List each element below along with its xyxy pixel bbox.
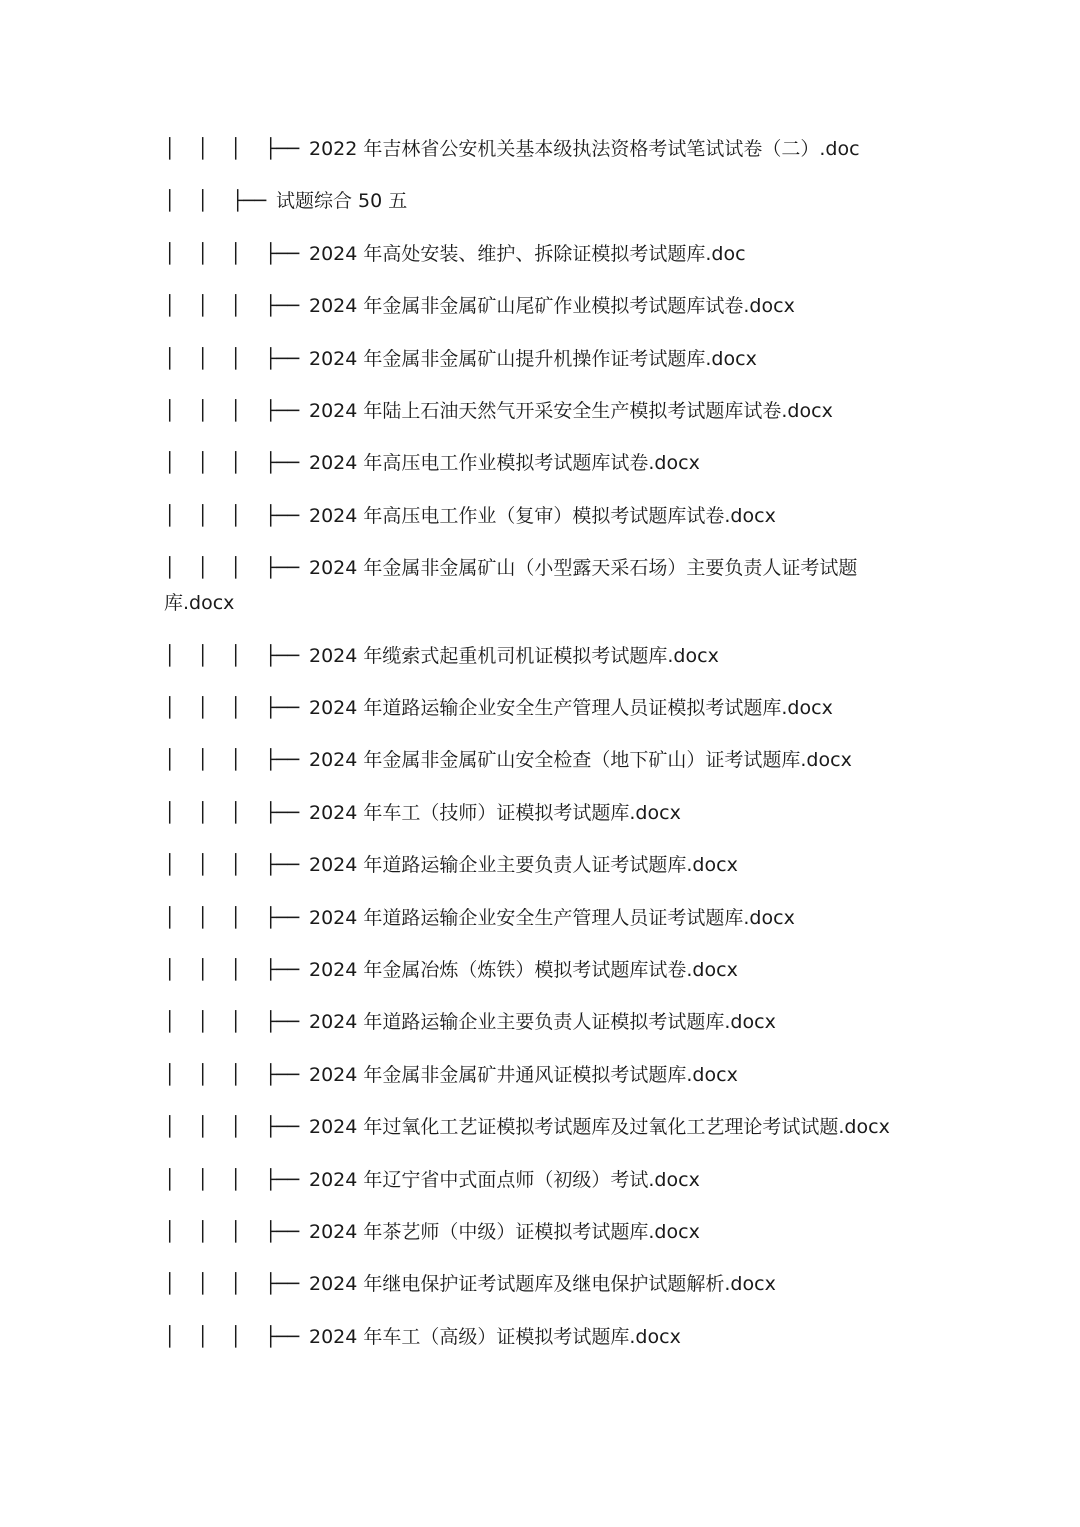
tree-pipe: │	[197, 400, 209, 422]
tree-pipe: │	[197, 348, 209, 370]
tree-branch: ├──	[265, 697, 300, 719]
tree-branch: ├──	[265, 400, 300, 422]
tree-pipe: │	[164, 959, 176, 981]
folder-name: 试题综合 50 五	[276, 190, 408, 212]
tree-pipe: │	[197, 505, 209, 527]
file-name: 2024 年高处安装、维护、拆除证模拟考试题库.doc	[309, 243, 746, 265]
file-name: 2024 年高压电工作业模拟考试题库试卷.docx	[309, 452, 700, 474]
tree-pipe: │	[197, 854, 209, 876]
tree-pipe: │	[230, 1326, 242, 1348]
tree-branch: ├──	[265, 1169, 300, 1191]
tree-pipe: │	[230, 802, 242, 824]
tree-pipe: │	[230, 400, 242, 422]
tree-pipe: │	[164, 1221, 176, 1243]
tree-branch: ├──	[265, 1273, 300, 1295]
tree-pipe: │	[230, 348, 242, 370]
tree-pipe: │	[164, 400, 176, 422]
tree-pipe: │	[230, 243, 242, 265]
tree-pipe: │	[197, 645, 209, 667]
tree-pipe: │	[230, 645, 242, 667]
tree-pipe: │	[197, 1064, 209, 1086]
tree-pipe: │	[197, 1326, 209, 1348]
tree-pipe: │	[164, 749, 176, 771]
tree-pipe: │	[230, 1273, 242, 1295]
tree-branch: ├──	[265, 1011, 300, 1033]
tree-branch: ├──	[265, 138, 300, 160]
file-name: 2024 年陆上石油天然气开采安全生产模拟考试题库试卷.docx	[309, 400, 833, 422]
tree-branch: ├──	[265, 1064, 300, 1086]
tree-pipe: │	[230, 1116, 242, 1138]
tree-pipe: │	[164, 802, 176, 824]
tree-pipe: │	[197, 1011, 209, 1033]
tree-pipe: │	[164, 854, 176, 876]
tree-branch: ├──	[265, 295, 300, 317]
tree-pipe: │	[197, 907, 209, 929]
tree-branch: ├──	[265, 749, 300, 771]
file-name: 2024 年车工（技师）证模拟考试题库.docx	[309, 802, 681, 824]
file-name: 2024 年道路运输企业主要负责人证考试题库.docx	[309, 854, 738, 876]
tree-pipe: │	[164, 557, 176, 579]
tree-pipe: │	[230, 959, 242, 981]
tree-pipe: │	[230, 907, 242, 929]
file-name: 2024 年金属冶炼（炼铁）模拟考试题库试卷.docx	[309, 959, 738, 981]
tree-pipe: │	[197, 557, 209, 579]
tree-pipe: │	[197, 452, 209, 474]
tree-branch: ├──	[265, 1221, 300, 1243]
file-name: 2024 年金属非金属矿山（小型露天采石场）主要负责人证考试题	[309, 557, 858, 579]
tree-pipe: │	[197, 1169, 209, 1191]
tree-pipe: │	[197, 749, 209, 771]
tree-pipe: │	[164, 348, 176, 370]
tree-pipe: │	[164, 697, 176, 719]
tree-pipe: │	[197, 1273, 209, 1295]
tree-pipe: │	[164, 452, 176, 474]
tree-pipe: │	[230, 1221, 242, 1243]
tree-pipe: │	[164, 1273, 176, 1295]
tree-pipe: │	[164, 1011, 176, 1033]
tree-pipe: │	[197, 243, 209, 265]
tree-pipe: │	[164, 1169, 176, 1191]
file-name-continuation: 库.docx	[164, 592, 235, 614]
file-name: 2024 年金属非金属矿山提升机操作证考试题库.docx	[309, 348, 757, 370]
file-name: 2024 年道路运输企业主要负责人证模拟考试题库.docx	[309, 1011, 776, 1033]
tree-pipe: │	[230, 1169, 242, 1191]
file-name: 2024 年过氧化工艺证模拟考试题库及过氧化工艺理论考试试题.docx	[309, 1116, 890, 1138]
tree-pipe: │	[164, 645, 176, 667]
tree-pipe: │	[164, 138, 176, 160]
tree-pipe: │	[230, 749, 242, 771]
tree-branch: ├──	[265, 854, 300, 876]
tree-branch: ├──	[265, 907, 300, 929]
tree-pipe: │	[164, 1326, 176, 1348]
tree-pipe: │	[230, 452, 242, 474]
tree-pipe: │	[197, 138, 209, 160]
file-name: 2024 年道路运输企业安全生产管理人员证考试题库.docx	[309, 907, 795, 929]
tree-pipe: │	[164, 1116, 176, 1138]
tree-pipe: │	[197, 1221, 209, 1243]
file-name: 2024 年高压电工作业（复审）模拟考试题库试卷.docx	[309, 505, 776, 527]
tree-branch: ├──	[265, 1326, 300, 1348]
tree-pipe: │	[230, 557, 242, 579]
tree-pipe: │	[164, 190, 176, 212]
tree-pipe: │	[230, 505, 242, 527]
tree-pipe: │	[230, 854, 242, 876]
file-name: 2024 年金属非金属矿山尾矿作业模拟考试题库试卷.docx	[309, 295, 795, 317]
tree-pipe: │	[197, 190, 209, 212]
tree-branch: ├──	[265, 348, 300, 370]
tree-pipe: │	[164, 243, 176, 265]
tree-pipe: │	[164, 505, 176, 527]
tree-pipe: │	[164, 1064, 176, 1086]
tree-pipe: │	[197, 802, 209, 824]
tree-pipe: │	[230, 1064, 242, 1086]
tree-pipe: │	[197, 295, 209, 317]
file-name: 2024 年道路运输企业安全生产管理人员证模拟考试题库.docx	[309, 697, 833, 719]
tree-branch: ├──	[265, 243, 300, 265]
tree-branch: ├──	[265, 1116, 300, 1138]
file-name: 2024 年缆索式起重机司机证模拟考试题库.docx	[309, 645, 719, 667]
tree-branch: ├──	[265, 505, 300, 527]
file-name: 2024 年车工（高级）证模拟考试题库.docx	[309, 1326, 681, 1348]
tree-pipe: │	[230, 1011, 242, 1033]
file-name: 2024 年金属非金属矿井通风证模拟考试题库.docx	[309, 1064, 738, 1086]
tree-branch: ├──	[265, 645, 300, 667]
tree-pipe: │	[197, 1116, 209, 1138]
tree-branch: ├──	[265, 802, 300, 824]
file-name: 2024 年金属非金属矿山安全检查（地下矿山）证考试题库.docx	[309, 749, 852, 771]
tree-branch: ├──	[265, 452, 300, 474]
tree-pipe: │	[230, 697, 242, 719]
tree-branch: ├──	[265, 557, 300, 579]
tree-branch: ├──	[265, 959, 300, 981]
file-name: 2022 年吉林省公安机关基本级执法资格考试笔试试卷（二）.doc	[309, 138, 860, 160]
file-name: 2024 年茶艺师（中级）证模拟考试题库.docx	[309, 1221, 700, 1243]
tree-pipe: │	[197, 959, 209, 981]
tree-pipe: │	[230, 138, 242, 160]
tree-branch: ├──	[232, 190, 267, 212]
file-name: 2024 年辽宁省中式面点师（初级）考试.docx	[309, 1169, 700, 1191]
tree-pipe: │	[164, 295, 176, 317]
file-name: 2024 年继电保护证考试题库及继电保护试题解析.docx	[309, 1273, 776, 1295]
tree-pipe: │	[197, 697, 209, 719]
tree-pipe: │	[230, 295, 242, 317]
tree-pipe: │	[164, 907, 176, 929]
